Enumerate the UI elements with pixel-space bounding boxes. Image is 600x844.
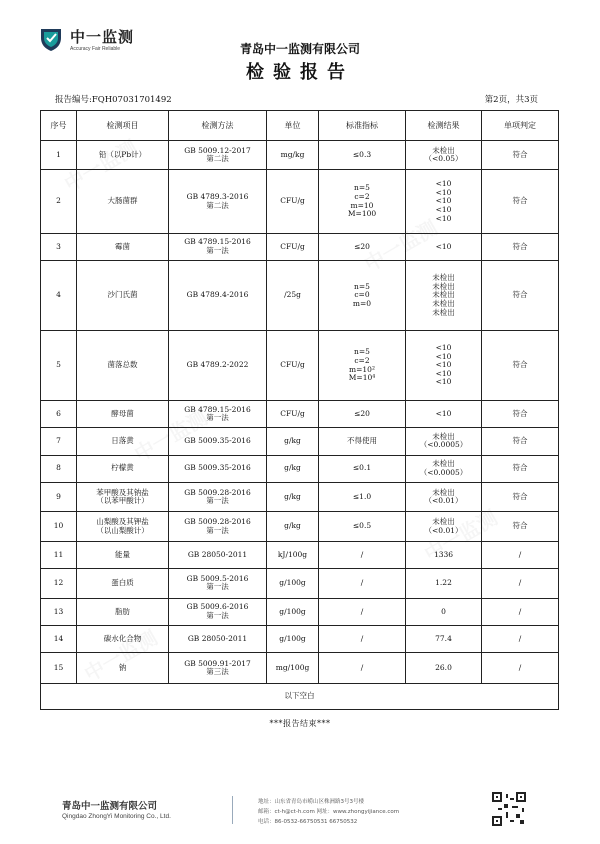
cell-standard [319,331,406,401]
cell-no [41,512,77,541]
cell-unit-line: g/100g [279,578,306,588]
cell-result-line: <10 [435,187,452,197]
cell-method [169,401,267,428]
cell-method [169,653,267,684]
cell-standard-line: n=5 [354,281,370,291]
cell-result-line: （<0.0005） [419,440,468,450]
cell-method-line: GB 28050-2011 [187,549,248,559]
cell-no [41,170,77,233]
cell-unit-line: g/kg [284,436,301,446]
cell-method [169,331,267,401]
cell-result [406,170,482,233]
cell-result [406,653,482,684]
cell-method [169,541,267,568]
cell-item-line: 脂肪 [115,606,130,616]
cell-method-line: GB 4789.3-2016 [186,192,249,202]
cell-no-line: 10 [53,521,64,531]
cell-result-line: 未检出 [432,307,455,317]
cell-item-line: 能量 [115,549,130,559]
cell-unit-line: g/kg [284,491,301,501]
cell-standard [319,455,406,482]
cell-unit-line: CFU/g [280,408,305,418]
cell-standard-line: ≤0.1 [352,463,372,473]
cell-result [406,598,482,625]
cell-method-line: 第一法 [206,610,229,620]
cell-result-line: <10 [435,377,452,387]
cell-judge-line: 符合 [512,290,528,300]
cell-result [406,141,482,170]
cell-item-line: 山梨酸及其钾盐 [96,517,149,527]
cell-no [41,233,77,260]
cell-result-line: 1336 [433,549,454,559]
cell-method-line: 第三法 [206,667,229,677]
cell-result [406,331,482,401]
cell-judge-line: 符合 [512,491,528,501]
cell-standard-line: / [360,606,364,616]
table-row [41,626,559,653]
cell-item-line: 酵母菌 [111,408,134,418]
cell-judge [482,569,559,598]
cell-standard [319,512,406,541]
cell-no-line: 1 [56,149,61,159]
cell-unit-line: mg/100g [275,662,310,672]
cell-unit [267,569,319,598]
cell-standard [319,141,406,170]
cell-no [41,626,77,653]
cell-standard [319,626,406,653]
cell-item-line: 霉菌 [115,241,130,251]
cell-result-line: <10 [435,241,452,251]
cell-item [77,569,169,598]
table-row [41,482,559,511]
cell-standard-line: ≤1.0 [352,491,372,501]
cell-judge [482,455,559,482]
cell-judge [482,626,559,653]
cell-result-line: 0 [441,606,446,616]
cell-item-line: 苯甲酸及其钠盐 [96,487,149,497]
logo-text-cn: 中一监测 [70,28,135,46]
cell-result-line: <10 [435,408,452,418]
table-row [41,170,559,233]
cell-standard [319,170,406,233]
cell-no-line: 3 [56,241,61,251]
cell-judge [482,141,559,170]
cell-method-line: GB 5009.28-2016 [184,517,251,527]
cell-item [77,512,169,541]
cell-no [41,569,77,598]
cell-no [41,541,77,568]
cell-no-line: 14 [53,633,64,643]
cell-unit [267,626,319,653]
cell-standard [319,653,406,684]
cell-result-line: 未检出 [432,517,455,527]
cell-method-line: GB 5009.6-2016 [186,602,249,612]
cell-result-line: 未检出 [432,298,455,308]
cell-standard [319,401,406,428]
cell-result-line: 未检出 [432,290,455,300]
table-header-row [41,111,559,141]
cell-standard-line: c=2 [354,355,370,365]
cell-standard-line: m=10 [350,200,374,210]
cell-no-line: 2 [56,196,61,206]
cell-item [77,598,169,625]
cell-item [77,482,169,511]
cell-item-line: 钠 [118,662,127,672]
cell-standard-line: n=5 [354,347,370,357]
cell-method [169,141,267,170]
cell-no-line: 8 [56,463,61,473]
cell-unit-line: mg/kg [280,149,305,159]
cell-result-line: 1.22 [435,578,452,588]
cell-item [77,455,169,482]
report-number-label: 报告编号: [55,95,92,105]
table-row [41,598,559,625]
cell-no [41,141,77,170]
cell-result [406,261,482,331]
cell-method-line: 第二法 [206,200,229,210]
cell-item [77,261,169,331]
cell-standard-line: M=100 [347,209,377,219]
cell-standard [319,482,406,511]
cell-judge [482,653,559,684]
cell-no-line: 5 [56,360,61,370]
cell-result-line: <10 [435,196,452,206]
cell-result-line: <10 [435,351,452,361]
report-end-note: ***报告结束*** [269,719,331,728]
report-number-value: FQH07031701492 [91,95,172,105]
cell-no-line: 4 [56,290,61,300]
cell-standard-line: c=0 [354,290,370,300]
cell-result [406,512,482,541]
footer-address: 地址：山东省青岛市崂山区株洲路3号3号楼 [258,799,364,805]
cell-method-line: 第一法 [206,582,229,592]
cell-judge [482,233,559,260]
cell-result-line: 未检出 [432,281,455,291]
cell-standard [319,569,406,598]
cell-standard-line: n=5 [354,183,370,193]
header-no: 序号 [41,111,77,141]
cell-method-line: GB 5009.28-2016 [184,487,251,497]
cell-result [406,541,482,568]
cell-standard-line: ≤0.5 [352,521,372,531]
cell-unit-line: kJ/100g [277,549,308,559]
cell-judge [482,401,559,428]
results-table [40,110,559,710]
cell-no [41,598,77,625]
header-unit: 单位 [267,111,319,141]
cell-method-line: GB 4789.15-2016 [184,237,251,247]
cell-judge [482,170,559,233]
cell-judge-line: / [518,549,522,559]
cell-item-line: （以苯甲酸计） [96,496,149,506]
cell-result [406,401,482,428]
header-item: 检测项目 [77,111,169,141]
cell-item-line: 蛋白质 [111,578,134,588]
cell-unit [267,482,319,511]
cell-standard-line: m=10² [349,364,375,374]
cell-item [77,401,169,428]
cell-judge-line: 符合 [512,463,528,473]
cell-item [77,141,169,170]
cell-unit-line: g/kg [284,463,301,473]
cell-method [169,512,267,541]
cell-unit [267,331,319,401]
cell-unit [267,170,319,233]
cell-judge-line: 符合 [512,521,528,531]
footer-divider [232,796,233,824]
cell-standard-line: / [360,549,364,559]
cell-method-line: GB 5009.91-2017 [184,658,251,668]
cell-judge [482,541,559,568]
cell-unit-line: g/kg [284,521,301,531]
logo-text-en: Accuracy Fair Reliable [70,46,121,52]
cell-method [169,569,267,598]
cell-result [406,569,482,598]
cell-result-line: <10 [435,342,452,352]
cell-result-line: <10 [435,213,452,223]
cell-result-line: （<0.0005） [419,467,468,477]
cell-item-line: 铅（以Pb计） [98,149,147,159]
cell-unit [267,653,319,684]
report-title: 检验报告 [246,62,354,83]
footer-company-en: Qingdao ZhongYi Monitoring Co., Ltd. [62,813,171,820]
header-method: 检测方法 [169,111,267,141]
cell-method [169,233,267,260]
cell-item-line: 大肠菌群 [107,196,138,206]
cell-judge [482,428,559,455]
header-standard: 标准指标 [319,111,406,141]
cell-unit [267,141,319,170]
cell-judge [482,482,559,511]
cell-result-line: 未检出 [432,459,455,469]
cell-result-line: 未检出 [432,431,455,441]
cell-method-line: GB 5009.5-2016 [186,573,249,583]
cell-standard-line: / [360,662,364,672]
cell-judge-line: / [518,662,522,672]
table-row [41,401,559,428]
cell-result-line: <10 [435,360,452,370]
cell-judge-line: / [518,633,522,643]
cell-result-line: （<0.01） [424,496,463,506]
cell-standard-line: M=10⁴ [348,373,376,383]
cell-item [77,170,169,233]
cell-result-line: <10 [435,368,452,378]
cell-judge [482,261,559,331]
table-row [41,569,559,598]
cell-unit-line: CFU/g [280,196,305,206]
cell-judge-line: 符合 [512,408,528,418]
cell-standard [319,541,406,568]
footer-tel: 电话：86-0532-66750531 66750532 [258,819,358,825]
table-body [41,141,559,684]
cell-no-line: 15 [53,662,64,672]
header-result: 检测结果 [406,111,482,141]
cell-result-line: 77.4 [435,633,452,643]
cell-unit [267,428,319,455]
cell-method [169,598,267,625]
cell-item [77,233,169,260]
cell-no [41,482,77,511]
cell-method-line: 第二法 [206,154,229,164]
blank-note-row [41,684,559,710]
cell-no [41,428,77,455]
cell-result [406,428,482,455]
cell-judge-line: / [518,606,522,616]
cell-no [41,261,77,331]
cell-method [169,170,267,233]
cell-item-line: 柠檬黄 [111,463,134,473]
table-row [41,653,559,684]
cell-judge-line: 符合 [512,241,528,251]
cell-judge-line: 符合 [512,436,528,446]
cell-result [406,455,482,482]
cell-result-line: <10 [435,179,452,189]
cell-item-line: 沙门氏菌 [107,290,138,300]
cell-no-line: 9 [56,491,61,501]
cell-result [406,626,482,653]
cell-standard [319,233,406,260]
cell-no-line: 11 [53,549,64,559]
table-row [41,141,559,170]
cell-item [77,626,169,653]
cell-no-line: 12 [53,578,64,588]
cell-method [169,482,267,511]
cell-method-line: GB 4789.15-2016 [184,404,251,414]
cell-no-line: 6 [56,408,61,418]
cell-unit [267,541,319,568]
cell-item [77,653,169,684]
cell-result-line: 未检出 [432,145,455,155]
cell-unit [267,233,319,260]
cell-method-line: GB 5009.35-2016 [184,463,251,473]
cell-judge [482,512,559,541]
cell-result-line: 未检出 [432,487,455,497]
cell-method-line: 第一法 [206,246,229,255]
cell-item [77,541,169,568]
cell-judge-line: 符合 [512,149,528,159]
table-row [41,261,559,331]
cell-method [169,455,267,482]
cell-unit [267,455,319,482]
cell-standard-line: ≤20 [354,241,370,251]
cell-standard [319,261,406,331]
cell-unit [267,512,319,541]
cell-method-line: 第一法 [206,413,229,423]
cell-result-line: 未检出 [432,273,455,283]
cell-method-line: GB 4789.2-2022 [186,360,249,370]
cell-unit [267,598,319,625]
cell-item-line: 日落黄 [111,436,134,446]
cell-judge-line: / [518,578,522,588]
blank-note: 以下空白 [41,684,559,710]
cell-unit [267,401,319,428]
cell-judge [482,598,559,625]
cell-result-line: （<0.05） [424,154,463,164]
cell-standard-line: / [360,578,364,588]
cell-unit-line: g/100g [279,606,306,616]
cell-no [41,401,77,428]
cell-standard [319,428,406,455]
cell-unit-line: /25g [284,290,301,300]
cell-no [41,455,77,482]
cell-result-line: 26.0 [435,662,452,672]
cell-method-line: 第一法 [206,525,229,535]
table-row [41,331,559,401]
cell-no [41,331,77,401]
cell-result [406,233,482,260]
cell-method-line: 第一法 [206,496,229,506]
cell-method [169,261,267,331]
table-row [41,428,559,455]
cell-item [77,428,169,455]
cell-standard-line: ≤20 [354,408,370,418]
cell-result-line: （<0.01） [424,525,463,535]
cell-no [41,653,77,684]
footer-company-cn: 青岛中一监测有限公司 [62,801,158,812]
cell-standard-line: 不得使用 [347,436,377,446]
cell-item-line: （以山梨酸计） [96,525,149,535]
table-row [41,455,559,482]
cell-standard-line: c=2 [354,192,370,202]
cell-judge [482,331,559,401]
cell-item [77,331,169,401]
cell-unit-line: CFU/g [280,241,305,251]
table-row [41,512,559,541]
cell-standard [319,598,406,625]
cell-method-line: GB 5009.35-2016 [184,436,251,446]
header-judge: 单项判定 [482,111,559,141]
page-info: 第2页，共3页 [484,95,538,105]
footer-email: 邮箱：ct-h@ct-h.com 网址：www.zhongyijiance.com [258,809,400,815]
cell-unit-line: g/100g [279,633,306,643]
cell-result-line: <10 [435,204,452,214]
cell-judge-line: 符合 [512,196,528,206]
cell-unit [267,261,319,331]
report-number [55,93,172,105]
cell-result [406,482,482,511]
cell-item-line: 碳水化合物 [103,633,142,643]
cell-method-line: GB 5009.12-2017 [184,145,251,155]
cell-standard-line: ≤0.3 [352,149,372,159]
cell-method [169,428,267,455]
cell-unit-line: CFU/g [280,360,305,370]
cell-standard-line: / [360,633,364,643]
table-row [41,541,559,568]
cell-method [169,626,267,653]
cell-judge-line: 符合 [512,360,528,370]
table-row [41,233,559,260]
company-name: 青岛中一监测有限公司 [239,42,360,56]
cell-item-line: 菌落总数 [107,360,138,370]
cell-method-line: GB 28050-2011 [187,633,248,643]
cell-standard-line: m=0 [352,298,372,308]
cell-no-line: 7 [56,436,61,446]
footer-contact [258,797,399,827]
cell-no-line: 13 [53,606,64,616]
qr-code-icon [492,792,526,826]
cell-method-line: GB 4789.4-2016 [186,290,249,300]
